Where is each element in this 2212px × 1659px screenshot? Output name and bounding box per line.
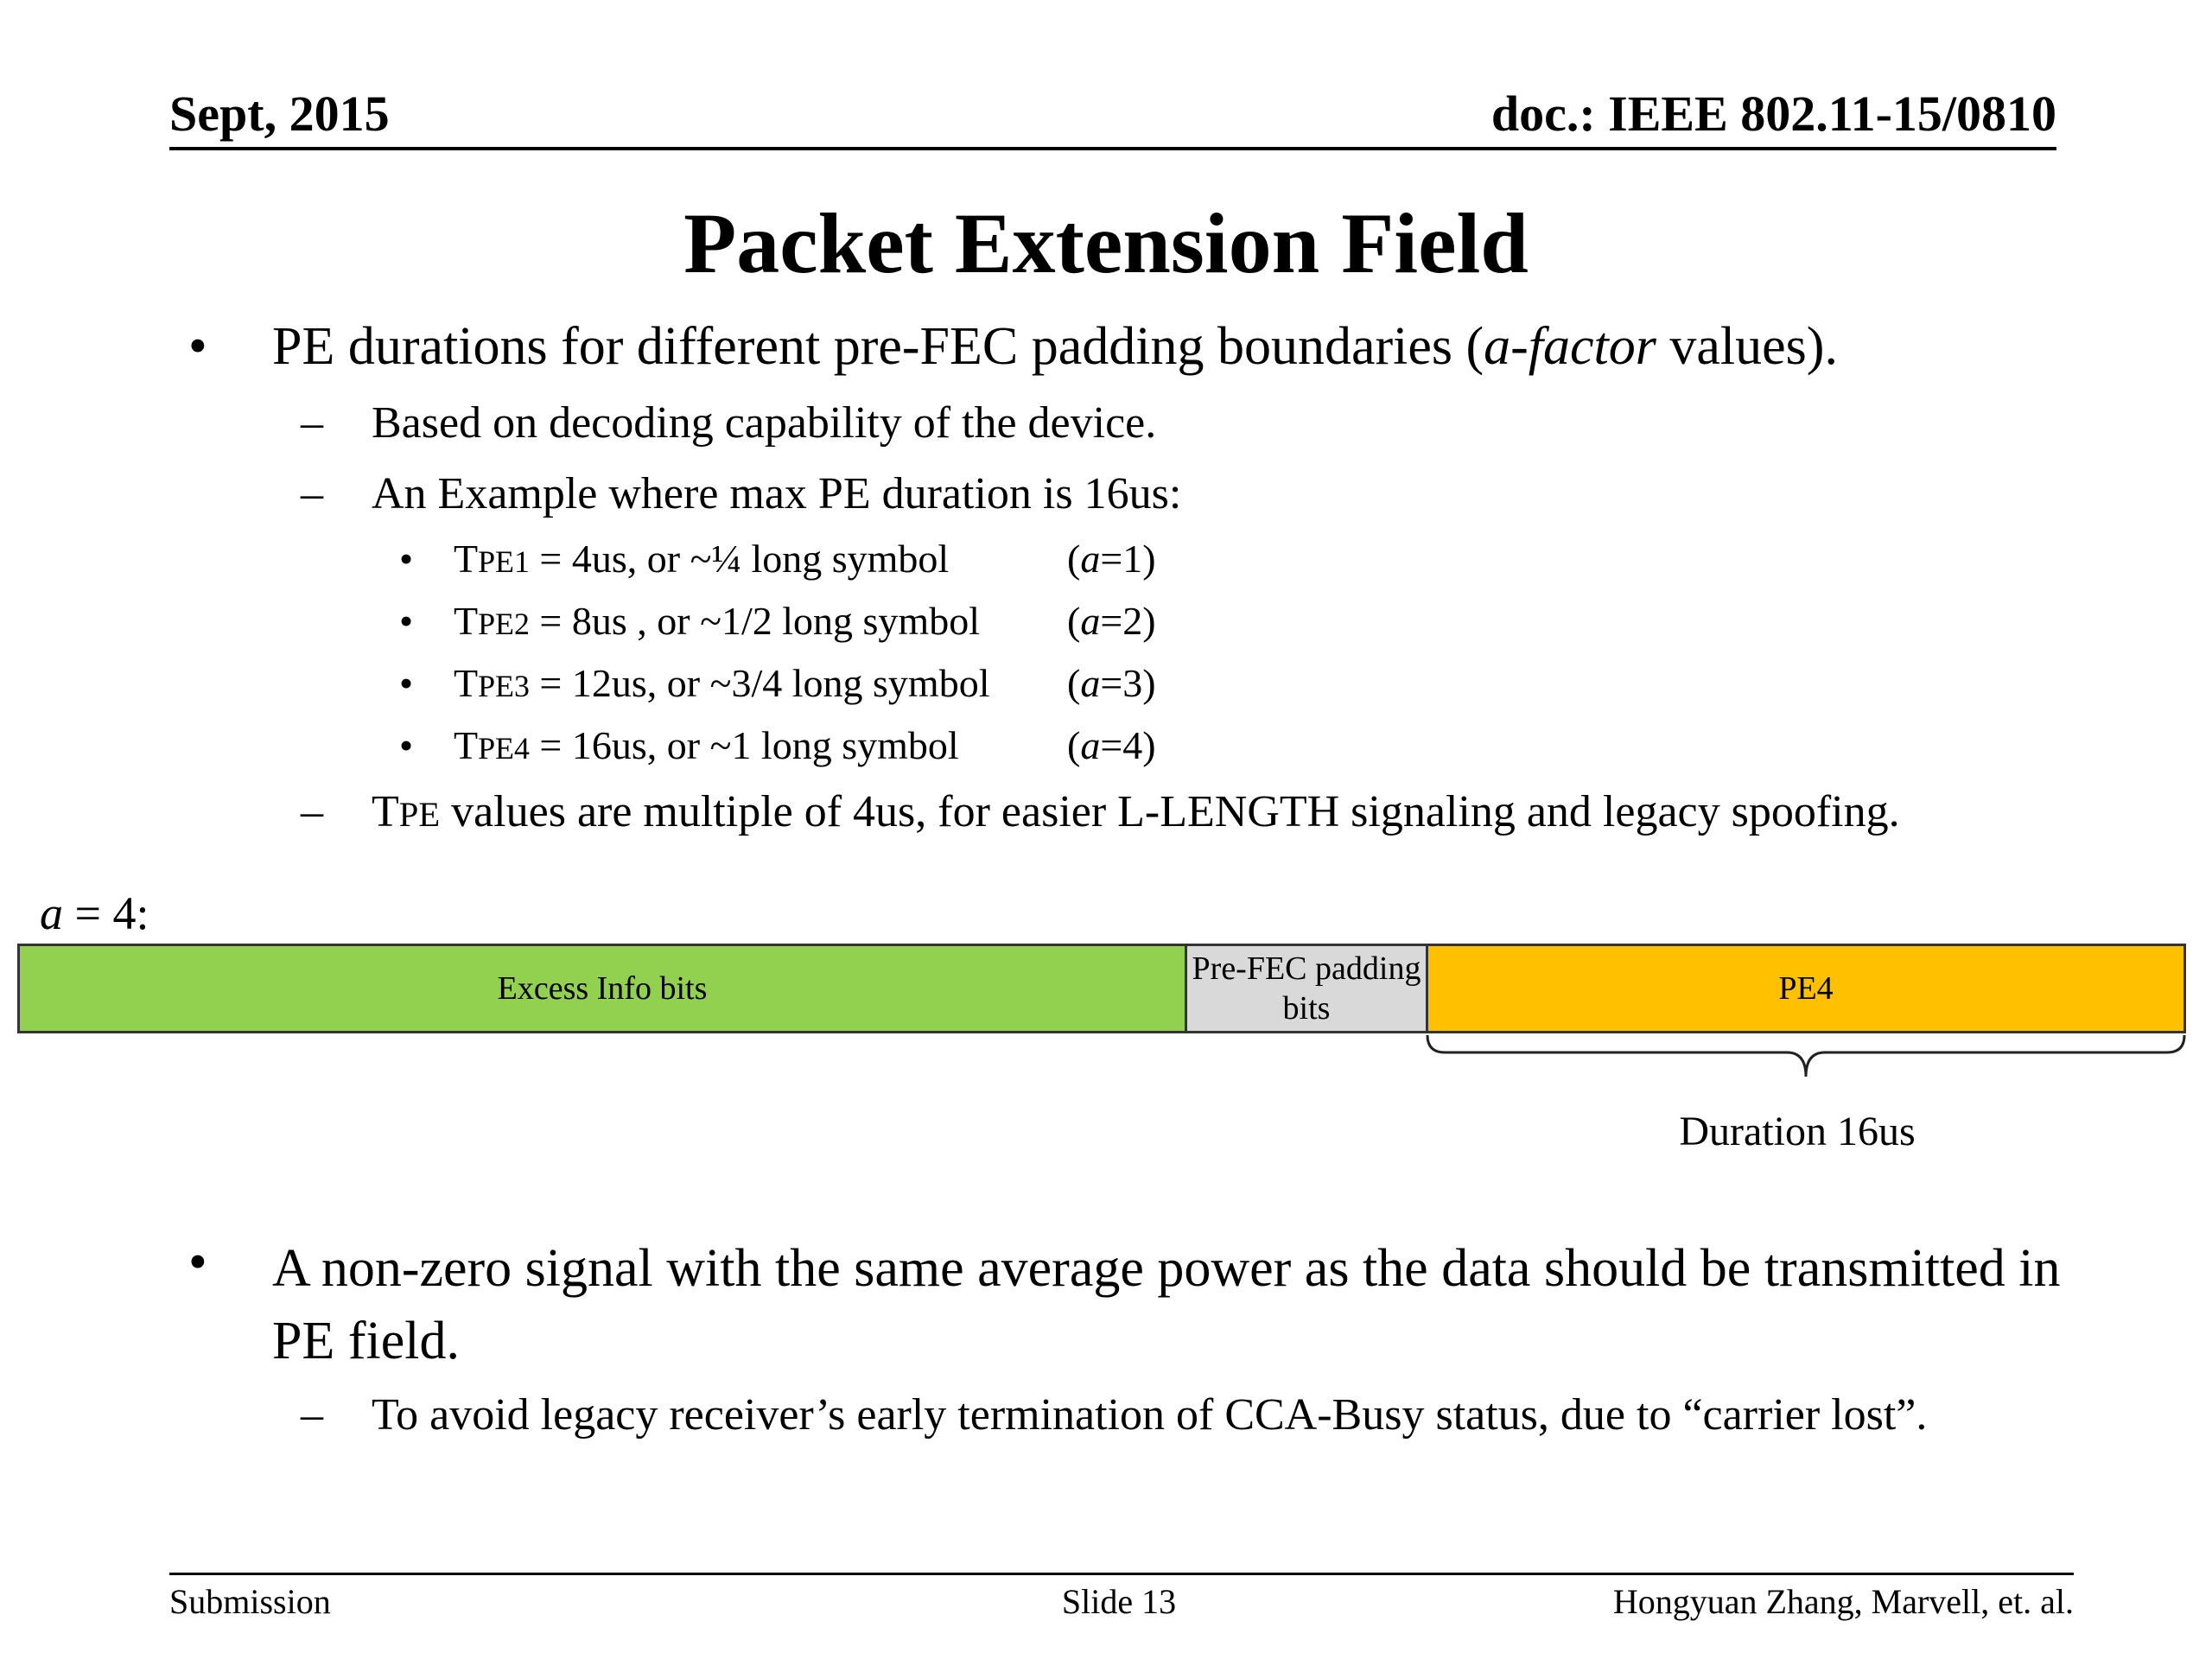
sub-bullet-decoding: Based on decoding capability of the device. [372, 398, 1157, 448]
pe-item-factor: (a=3) [1067, 661, 1156, 705]
slide-title: Packet Extension Field [683, 195, 1529, 291]
duration-brace [1426, 1033, 2186, 1094]
pe-item-text: TPE4 = 16us, or ~1 long symbol [454, 723, 959, 767]
bullet-marker: • [399, 723, 414, 767]
header-doc-id: doc.: IEEE 802.11-15/0810 [1491, 86, 2056, 142]
dash-marker: – [301, 398, 323, 448]
pe-item-factor: (a=2) [1067, 599, 1156, 643]
segment-pre-fec-padding [1185, 944, 1428, 1033]
segment-excess-info-bits [17, 944, 1187, 1033]
bullet-pe-durations [272, 316, 1838, 378]
bullet-text-italic: a-factor [1484, 317, 1656, 376]
sub-bullet-tpe-multiple: TPE values are multiple of 4us, for easier L-LENGTH signaling and legacy spoofing. [372, 787, 1900, 836]
header-date: Sept, 2015 [169, 86, 390, 142]
segment-label: Excess Info bits [497, 970, 708, 1007]
footer-slide-number: Slide 13 [1061, 1582, 1177, 1621]
segment-label: Pre-FEC padding bits [1192, 950, 1421, 1027]
footer-authors: Hongyuan Zhang, Marvell, et. al. [1612, 1582, 2074, 1621]
header-divider [169, 147, 2056, 150]
pe-item [0, 722, 2212, 774]
dash-marker: – [301, 469, 323, 518]
pe-item-text: TPE3 = 12us, or ~3/4 long symbol [454, 661, 990, 705]
footer-divider [169, 1573, 2074, 1575]
pe-item [0, 598, 2212, 650]
pe-item [0, 660, 2212, 712]
pe-item [0, 536, 2212, 588]
bullet-text-end: values). [1656, 317, 1838, 376]
pe-item-factor: (a=1) [1067, 537, 1156, 581]
dash-marker: – [301, 787, 323, 836]
segment-label: PE4 [1778, 970, 1834, 1007]
pe-item-text: TPE2 = 8us , or ~1/2 long symbol [454, 599, 980, 643]
bullet-non-zero-signal: A non-zero signal with the same average power as the data should be transmitted in PE field. [272, 1239, 2061, 1370]
segment-pe4 [1426, 944, 2186, 1033]
pe-item-factor: (a=4) [1067, 723, 1156, 767]
pe-item-text: TPE1 = 4us, or ~¼ long symbol [454, 537, 950, 581]
footer-submission: Submission [169, 1582, 331, 1621]
diagram-label: a = 4: [40, 887, 149, 939]
bullet-marker: • [188, 1233, 207, 1292]
bullet-marker: • [399, 537, 414, 581]
bullet-marker: • [399, 599, 414, 643]
duration-label: Duration 16us [1679, 1109, 1916, 1154]
bullet-text-start: PE durations for different pre-FEC padding boundaries ( [272, 317, 1484, 376]
sub-bullet-legacy-receiver: To avoid legacy receiver’s early termination of CCA-Busy status, due to “carrier lost”. [372, 1390, 1928, 1440]
dash-marker: – [301, 1390, 323, 1440]
sub-bullet-example: An Example where max PE duration is 16us: [372, 469, 1182, 518]
bullet-marker: • [399, 661, 414, 705]
bullet-marker: • [188, 317, 207, 376]
